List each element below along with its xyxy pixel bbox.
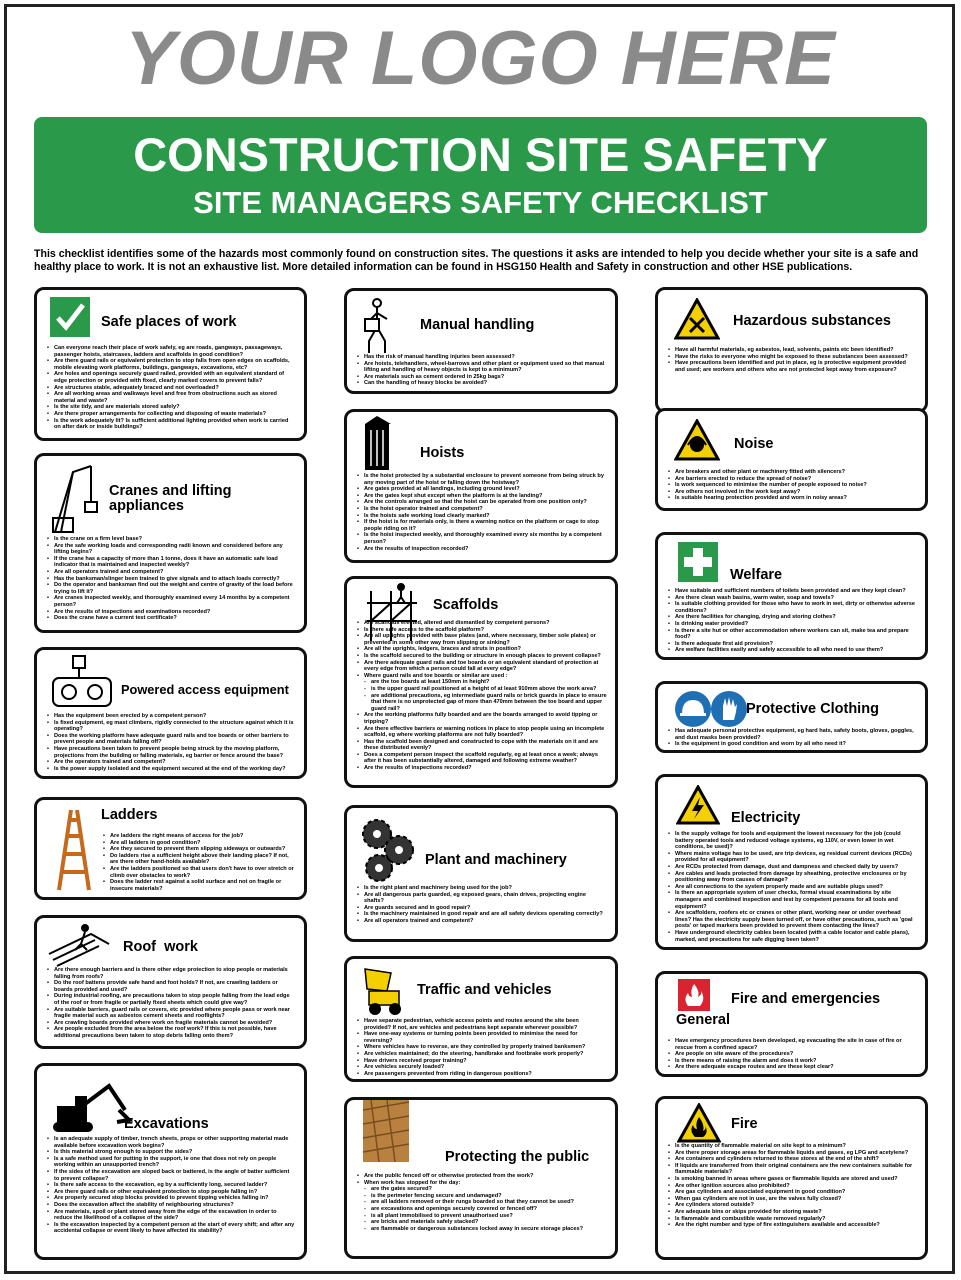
- checklist-item: • Have emergency procedures been developed, eg evacuating the site in case of fire or rescue from a confined space?: [668, 1038, 917, 1051]
- checklist-item: • Are welfare facilities easily and safely accessible to all who need to use them?: [668, 647, 917, 654]
- checklist-item: • Are all operators trained and competent?: [357, 918, 607, 925]
- section-title: Hazardous substances: [733, 313, 891, 329]
- checklist-item: • Has the scaffold been designed and constructed to cope with the materials on it and are these distributed evenly?: [357, 739, 607, 752]
- checklist-item: • Are passengers prevented from riding in dangerous positions?: [357, 1071, 607, 1078]
- checklist-item: • Do the roof battens provide safe hand and foot holds? If not, are crawling ladders or boards provided and used?: [47, 980, 296, 993]
- checklist-item: • Where mains voltage has to be used, are trip devices, eg residual current devices (RCDs) provided for all equipment?: [668, 851, 917, 864]
- intro-text: This checklist identifies some of the hazards most commonly found on construction sites. The questions it asks are intended to help you decide whether your site is a safe and healthy place to work. It is not an exhaustive list. More detailed information can be found in HSG150 Health and Safety in construction and other HSE publications.: [34, 248, 919, 273]
- checklist: [47, 1136, 296, 1235]
- checklist-item: • Are all the uprights, ledgers, braces and struts in position?: [357, 646, 607, 653]
- checklist-item: • Are adequate bins or skips provided for storing waste?: [668, 1209, 917, 1216]
- checklist-item: • Is the quantity of flammable material on site kept to a minimum?: [668, 1143, 917, 1150]
- panel-manual-handling: [344, 288, 618, 394]
- checklist-item: • When gas cylinders are not in use, are the valves fully closed?: [668, 1196, 917, 1203]
- section-title: Fire: [731, 1116, 758, 1132]
- checklist-item: • Is the supply voltage for tools and equipment the lowest necessary for the job (could battery operated tools and reduced voltage systems, eg 110V, or even lower in wet conditions, be used)?: [668, 831, 917, 851]
- checklist-item: • Are RCDs protected from damage, dust and dampness and checked daily by users?: [668, 864, 917, 871]
- checklist-item: • Is the work adequately lit? Is sufficient additional lighting provided when work is carried on after dark or inside buildings?: [47, 418, 296, 431]
- panel-protective-clothing: [655, 681, 928, 753]
- section-title: Noise: [734, 436, 774, 452]
- checklist-item: • Are other ignition sources also prohibited?: [668, 1183, 917, 1190]
- checklist-item: • Does a competent person inspect the scaffold regularly, eg at least once a week; always after it has been substantially altered, damaged and following extreme weather?: [357, 752, 607, 765]
- checklist-item: • Where vehicles have to reverse, are they controlled by properly trained banksmen?: [357, 1044, 607, 1051]
- checklist-item: • Are cylinders stored outside?: [668, 1202, 917, 1209]
- checklist-item: • Is the excavation inspected by a competent person at the start of every shift; and after any accidental collapse or event likely to have affected its stability?: [47, 1222, 296, 1235]
- fence-panel-icon: [361, 1100, 411, 1164]
- checklist-item: • Is the crane on a firm level base?: [47, 536, 296, 543]
- checklist-item: • Is the hoists safe working load clearly marked?: [357, 513, 607, 520]
- gears-icon: [359, 816, 417, 884]
- checklist-item: • Is this material strong enough to support the sides?: [47, 1149, 296, 1156]
- panel-fire-emergencies: [655, 971, 928, 1077]
- checklist-item: • Are breakers and other plant or machinery fitted with silencers?: [668, 469, 917, 476]
- checklist-item: • Have precautions been taken to prevent people being struck by the moving platform, projections from the building or falling materials, eg barrier or fence around the base?: [47, 746, 296, 759]
- checklist-item: • Are the results of inspections recorded?: [357, 765, 607, 772]
- panel-powered-access: [34, 647, 307, 779]
- checklist-item: - are excavations and openings securely covered or fenced off?: [357, 1206, 607, 1213]
- checklist-item: - is the perimeter fencing secure and undamaged?: [357, 1193, 607, 1200]
- checklist-item: • Have separate pedestrian, vehicle access points and routes around the site been provided? If not, are vehicles and pedestrians kept separate wherever possible?: [357, 1018, 607, 1031]
- checklist-item: • Are the gates kept shut except when the platform is at the landing?: [357, 493, 607, 500]
- checklist: [668, 1038, 917, 1071]
- checklist-item: - are all ladders removed or their rungs boarded so that they cannot be used?: [357, 1199, 607, 1206]
- checklist-item: • Are scaffolders, roofers etc or cranes or other plant, working near or under overhead lines? Has the electricity supply been turned off, or have other precautions, such as 'goal posts' or taped markers been provided to prevent them contacting the lines?: [668, 910, 917, 930]
- checklist-item: • Are materials, spoil or plant stored away from the edge of the excavation in order to reduce the likelihood of a collapse of the side?: [47, 1209, 296, 1222]
- panel-hazardous-substances: [655, 287, 928, 413]
- checklist-item: - are flammable or dangerous substances locked away in secure storage places?: [357, 1226, 607, 1233]
- checklist-item: • Are crawling boards provided where work on fragile materials cannot be avoided?: [47, 1020, 296, 1027]
- crane-icon: [51, 462, 99, 534]
- checklist-item: • Is flammable and combustible waste removed regularly?: [668, 1216, 917, 1223]
- checklist: [668, 831, 917, 943]
- checklist-item: • Is there adequate first aid provision?: [668, 641, 917, 648]
- checklist-item: • Are cables and leads protected from damage by sheathing, protective enclosures or by positioning away from causes of damage?: [668, 871, 917, 884]
- checklist-item: • Are containers and cylinders returned to these stores at the end of the shift?: [668, 1156, 917, 1163]
- checklist: [47, 536, 296, 622]
- excavator-icon: [47, 1080, 133, 1138]
- checklist-item: • Are cranes inspected weekly, and thoroughly examined every 14 months by a competent person?: [47, 595, 296, 608]
- checklist-item: • Is there means of raising the alarm and does it work?: [668, 1058, 917, 1065]
- page-title: CONSTRUCTION SITE SAFETY: [133, 128, 828, 181]
- checklist-item: • Is the scaffold secured to the building or structure in enough places to prevent collapse?: [357, 653, 607, 660]
- section-title: Traffic and vehicles: [417, 982, 552, 998]
- checklist-item: • Does the ladder rest against a solid surface and not on fragile or insecure materials?: [103, 879, 296, 892]
- section-title: Hoists: [420, 445, 465, 461]
- section-title: Powered access equipment: [121, 682, 289, 697]
- checklist-item: • Are the operators trained and competent?: [47, 759, 296, 766]
- checklist-item: • Are all dangerous parts guarded, eg exposed gears, chain drives, projecting engine shafts?: [357, 892, 607, 905]
- title-banner: [34, 117, 927, 233]
- checklist-item: • Are they secured to prevent them slipping sideways or outwards?: [103, 846, 296, 853]
- checklist: [357, 885, 607, 925]
- checklist-item: • Are all working areas and walkways level and free from obstructions such as stored material and waste?: [47, 391, 296, 404]
- panel-ladders: [34, 797, 307, 900]
- checklist-item: • Is suitable hearing protection provided and worn in noisy areas?: [668, 495, 917, 502]
- checklist: [668, 728, 917, 748]
- hoist-icon: [359, 416, 399, 472]
- panel-scaffolds: [344, 576, 618, 788]
- checklist-item: • Are ladders the right means of access for the job?: [103, 833, 296, 840]
- checklist-item: • Are all uprights provided with base plates (and, where necessary, timber sole plates) or prevented in some other way from slipping or sinking?: [357, 633, 607, 646]
- checklist-item: • Do the operator and banksman find out the weight and centre of gravity of the load before trying to lift it?: [47, 582, 296, 595]
- electric-shock-warning-icon: [676, 785, 720, 825]
- checklist-item: • Does the excavation affect the stability of neighbouring structures?: [47, 1202, 296, 1209]
- section-title: Ladders: [101, 807, 158, 823]
- checklist-item: • Are all operators trained and competent?: [47, 569, 296, 576]
- checklist: [357, 354, 607, 387]
- checklist-item: • Is there safe access to the excavation, eg by a sufficiently long, secured ladder?: [47, 1182, 296, 1189]
- checklist-item: • Are there proper arrangements for collecting and disposing of waste materials?: [47, 411, 296, 418]
- checklist: [47, 345, 296, 431]
- checklist-item: • Have all harmful materials, eg asbestos, lead, solvents, paints etc been identified?: [668, 347, 917, 354]
- checklist-item: • Are others not involved in the work kept away?: [668, 489, 917, 496]
- checklist-item: • Are there facilities for changing, drying and storing clothes?: [668, 614, 917, 621]
- checklist-item: - are bricks and materials safely stacked?: [357, 1219, 607, 1226]
- checklist-item: • Have the risks to everyone who might be exposed to these substances been assessed?: [668, 354, 917, 361]
- section-title: Scaffolds: [433, 597, 499, 613]
- checklist-item: • Is there an appropriate system of user checks, formal visual examinations by site managers and combined inspection and test by competent persons for all tools and equipment?: [668, 890, 917, 910]
- checklist-item: • Are the working platforms fully boarded and are the boards arranged to avoid tipping or tripping?: [357, 712, 607, 725]
- checklist-item: • Are guards secured and in good repair?: [357, 905, 607, 912]
- checklist-item: • Have suitable and sufficient numbers of toilets been provided and are they kept clean?: [668, 588, 917, 595]
- checklist-item: • Are the results of inspection recorded?: [357, 546, 607, 553]
- checklist-item: • Are people excluded from the area below the roof work? If this is not possible, have additional precautions been taken to stop debris falling onto them?: [47, 1026, 296, 1039]
- panel-welfare: [655, 532, 928, 660]
- checklist-item: • If the sides of the excavation are sloped back or battered, is the angle of batter sufficient to prevent collapse?: [47, 1169, 296, 1182]
- checklist-item: • If the crane has a capacity of more than 1 tonne, does it have an automatic safe load indicator that is maintained and inspected weekly?: [47, 556, 296, 569]
- checklist-item: • Are people on site aware of the procedures?: [668, 1051, 917, 1058]
- checklist: [103, 833, 296, 892]
- checklist-item: • When work has stopped for the day:: [357, 1180, 607, 1187]
- checklist-item: • Is the hoist operator trained and competent?: [357, 506, 607, 513]
- checklist-item: • Can everyone reach their place of work safely, eg are roads, gangways, passageways, passenger hoists, staircases, ladders and scaffolds in good condition?: [47, 345, 296, 358]
- checklist-item: - is all plant immobilised to prevent unauthorised use?: [357, 1213, 607, 1220]
- checklist-item: • Is the machinery maintained in good repair and are all safety devices operating correctly?: [357, 911, 607, 918]
- checklist-item: • Where guard rails and toe boards or similar are used :: [357, 673, 607, 680]
- checklist-item: • Are there proper storage areas for flammable liquids and gases, eg LPG and acetylene?: [668, 1150, 917, 1157]
- checklist-item: • Are the safe working loads and corresponding radii known and considered before any lifting begins?: [47, 543, 296, 556]
- power-socket-icon: [51, 654, 113, 710]
- checklist: [668, 469, 917, 502]
- checklist-item: • Are hoists, telehandlers, wheel-barrows and other plant or equipment used so that manual lifting and handling of heavy objects is kept to a minimum?: [357, 361, 607, 374]
- panel-excavations: [34, 1063, 307, 1260]
- checklist-item: - are additional precautions, eg intermediate guard rails or brick guards in place to ensure that there is no unprotected gap of more than 470mm between the toe board and upper guard rail?: [357, 693, 607, 713]
- panel-electricity: [655, 774, 928, 950]
- panel-traffic-vehicles: [344, 956, 618, 1082]
- checklist-item: - are the toe boards at least 150mm in height?: [357, 679, 607, 686]
- checklist-item: • Are gates provided at all landings, including ground level?: [357, 486, 607, 493]
- checklist: [47, 713, 296, 772]
- fire-alarm-icon: [678, 979, 710, 1011]
- dumper-truck-icon: [361, 967, 407, 1017]
- section-title: Welfare: [730, 567, 783, 583]
- checklist: [357, 620, 607, 772]
- checklist-item: • Do ladders rise a sufficient height above their landing place? If not, are there other hand-holds available?: [103, 853, 296, 866]
- section-title: Electricity: [731, 810, 801, 826]
- checklist-item: • Are there guard rails or other equivalent protection to stop people falling in?: [47, 1189, 296, 1196]
- section-title: Cranes and lifting: [109, 483, 232, 499]
- checklist: [668, 1143, 917, 1229]
- checklist: [668, 347, 917, 373]
- roof-fall-icon: [47, 924, 111, 968]
- section-title: Protective Clothing: [746, 701, 879, 717]
- checklist-item: • Does the working platform have adequate guard rails and toe boards or other barriers to prevent people and materials falling off?: [47, 733, 296, 746]
- ladder-icon: [51, 806, 95, 892]
- section-subtitle: General: [676, 1012, 730, 1028]
- checklist-item: • Is the right plant and machinery being used for the job?: [357, 885, 607, 892]
- checklist-item: • Is an adequate supply of timber, trench sheets, props or other supporting material made available before excavation work begins?: [47, 1136, 296, 1149]
- checklist-item: • If liquids are transferred from their original containers are the new containers suitable for flammable materials?: [668, 1163, 917, 1176]
- checklist-item: • Have precautions been identified and put in place, eg is protective equipment provided and used; are workers and others who are not protected kept away from exposure?: [668, 360, 917, 373]
- checklist-item: • Has adequate personal protective equipment, eg hard hats, safety boots, gloves, goggles, and dust masks been provided?: [668, 728, 917, 741]
- page-subtitle: SITE MANAGERS SAFETY CHECKLIST: [193, 185, 768, 220]
- checklist-item: • If the hoist is for materials only, is there a warning notice on the platform or cage to stop people riding on it?: [357, 519, 607, 532]
- section-title: Roof work: [123, 939, 198, 955]
- checklist-item: • Are materials such as cement ordered in 25kg bags?: [357, 374, 607, 381]
- panel-hoists: [344, 409, 618, 563]
- checklist-item: • Are there guard rails or equivalent protection to stop falls from open edges on scaffolds, mobile elevating work platforms, buildings, gangways, excavations, etc?: [47, 358, 296, 371]
- panel-roof-work: [34, 915, 307, 1049]
- checklist-item: • During industrial roofing, are precautions taken to stop people falling from the lead edge of the roof or from fragile or partially fixed sheets which could give way?: [47, 993, 296, 1006]
- checklist-item: • Are gas cylinders and associated equipment in good condition?: [668, 1189, 917, 1196]
- checklist-item: • Has the banksman/slinger been trained to give signals and to attach loads correctly?: [47, 576, 296, 583]
- checklist-item: • Is the hoist protected by a substantial enclosure to prevent someone from being struck by any moving part of the hoist or falling down the hoistway?: [357, 473, 607, 486]
- checklist-item: • Are suitable barriers, guard rails or covers, etc provided where people pass or work near fragile material such as asbestos cement sheets and rooflights?: [47, 1007, 296, 1020]
- checklist-item: • Is the power supply isolated and the equipment secured at the end of the working day?: [47, 766, 296, 773]
- ear-protection-warning-icon: [674, 419, 720, 461]
- checklist-item: • Are there adequate guard rails and toe boards or an equivalent standard of protection at every edge from which a person could fall at every edge?: [357, 660, 607, 673]
- harmful-substance-warning-icon: [674, 298, 720, 340]
- checklist-item: • Are vehicles securely loaded?: [357, 1064, 607, 1071]
- checklist-item: - is the upper guard rail positioned at a height of at least 910mm above the work area?: [357, 686, 607, 693]
- checklist-item: • Is drinking water provided?: [668, 621, 917, 628]
- section-title: Manual handling: [420, 317, 535, 333]
- panel-cranes: [34, 453, 307, 633]
- checklist-item: • Are there adequate escape routes and are these kept clear?: [668, 1064, 917, 1071]
- checklist-item: • Are there enough barriers and is there other edge protection to stop people or materials falling from roofs?: [47, 967, 296, 980]
- checklist-item: • Can the handling of heavy blocks be avoided?: [357, 380, 607, 387]
- checklist-item: • Have drivers received proper training?: [357, 1058, 607, 1065]
- checklist-item: • Is a safe method used for putting in the support, ie one that does not rely on people working within an unsupported trench?: [47, 1156, 296, 1169]
- panel-noise: [655, 408, 928, 511]
- checklist-item: • Has the equipment been erected by a competent person?: [47, 713, 296, 720]
- panel-protecting-public: [344, 1097, 618, 1259]
- checklist: [668, 588, 917, 654]
- person-lifting-icon: [359, 297, 395, 355]
- checklist-item: • Are barriers erected to reduce the spread of noise?: [668, 476, 917, 483]
- section-title: Safe places of work: [101, 314, 237, 330]
- checklist-item: - are the gates secured?: [357, 1186, 607, 1193]
- checklist-item: • Are all ladders in good condition?: [103, 840, 296, 847]
- checklist: [47, 967, 296, 1040]
- checklist-item: • Is smoking banned in areas where gases or flammable liquids are stored and used?: [668, 1176, 917, 1183]
- checklist-item: • Is the hoist inspected weekly, and thoroughly examined every six months by a competent person?: [357, 532, 607, 545]
- section-title: Protecting the public: [445, 1149, 590, 1165]
- checklist-item: • Are the public fenced off or otherwise protected from the work?: [357, 1173, 607, 1180]
- checklist-item: • Are the results of inspections and examinations recorded?: [47, 609, 296, 616]
- section-title: Fire and emergencies: [731, 991, 881, 1007]
- checklist-item: • Are all connections to the system properly made and are suitable plugs used?: [668, 884, 917, 891]
- first-aid-icon: [678, 542, 718, 582]
- checklist-item: • Does the crane have a current test certificate?: [47, 615, 296, 622]
- panel-plant-machinery: [344, 805, 618, 942]
- section-title: Excavations: [124, 1116, 209, 1132]
- checklist-item: • Is the equipment in good condition and worn by all who need it?: [668, 741, 917, 748]
- checklist-item: • Is work sequenced to minimise the number of people exposed to noise?: [668, 482, 917, 489]
- checklist-item: • Are the controls arranged so that the hoist can be operated from one position only?: [357, 499, 607, 506]
- checklist-item: • Is there a site hut or other accommodation where workers can sit, make tea and prepare food?: [668, 628, 917, 641]
- checklist-item: • Is there safe access to the scaffold platform?: [357, 627, 607, 634]
- checklist-item: • Are holes and openings securely guard railed, provided with an equivalent standard of edge protection or provided with fixed, clearly marked covers to prevent falls?: [47, 371, 296, 384]
- panel-safe-places: [34, 287, 307, 441]
- checklist: [357, 1018, 607, 1077]
- checklist: [357, 1173, 607, 1232]
- section-title: Plant and machinery: [425, 852, 567, 868]
- checklist: [357, 473, 607, 552]
- checklist-item: • Are there effective barriers or warning notices in place to stop people using an incomplete scaffold, eg where working platforms are not fully boarded?: [357, 726, 607, 739]
- checklist-item: • Have one-way systems or turning points been provided to minimise the need for reversing?: [357, 1031, 607, 1044]
- checklist-item: • Is the site tidy, and are materials stored safely?: [47, 404, 296, 411]
- logo-placeholder: YOUR LOGO HERE: [125, 16, 836, 101]
- checklist-item: • Are the ladders positioned so that users don't have to over stretch or climb over obstacles to work?: [103, 866, 296, 879]
- checklist-item: • Has the risk of manual handling injuries been assessed?: [357, 354, 607, 361]
- checklist-item: • Are properly secured stop blocks provided to prevent tipping vehicles falling in?: [47, 1195, 296, 1202]
- hard-hat-mandatory-icon: [674, 690, 712, 728]
- gloves-mandatory-icon: [710, 690, 748, 728]
- panel-fire: [655, 1096, 928, 1260]
- checklist-item: • Is suitable clothing provided for those who have to work in wet, dirty or otherwise adverse conditions?: [668, 601, 917, 614]
- fire-warning-icon: [677, 1103, 721, 1143]
- checklist-item: • Are vehicles maintained; do the steering, handbrake and footbrake work properly?: [357, 1051, 607, 1058]
- checklist-item: • Are scaffolds erected, altered and dismantled by competent persons?: [357, 620, 607, 627]
- checklist-item: • Have underground electricity cables been located (with a cable locator and cable plans), marked, and precautions for safe digging been taken?: [668, 930, 917, 943]
- section-title: appliances: [109, 498, 184, 514]
- checklist-item: • Are structures stable, adequately braced and not overloaded?: [47, 385, 296, 392]
- checklist-item: • Are the right number and type of fire extinguishers available and accessible?: [668, 1222, 917, 1229]
- checklist-item: • Are there clean wash basins, warm water, soap and towels?: [668, 595, 917, 602]
- checklist-item: • Is fixed equipment, eg mast climbers, rigidly connected to the structure against which it is operating?: [47, 720, 296, 733]
- green-checkmark-icon: [50, 297, 90, 337]
